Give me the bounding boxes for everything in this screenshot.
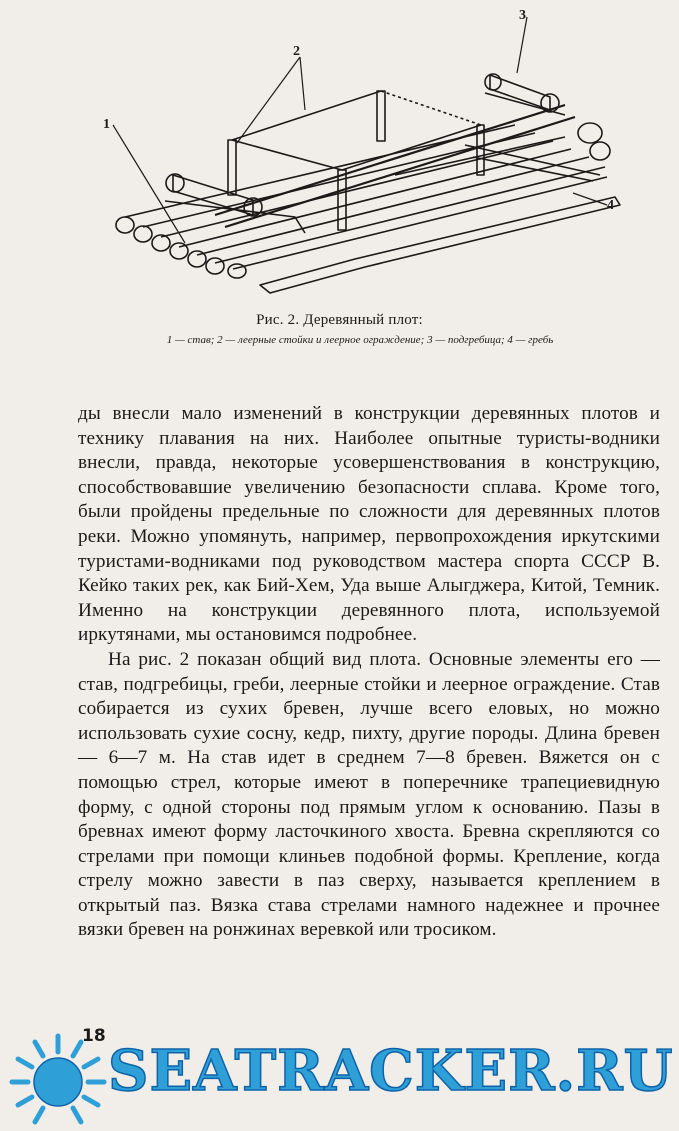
figure-label-3: 3 bbox=[519, 8, 526, 23]
sun-icon bbox=[12, 1036, 104, 1122]
raft-logs bbox=[116, 123, 610, 278]
figure-label-4: 4 bbox=[607, 198, 614, 213]
railing-posts bbox=[228, 91, 484, 230]
paragraph: ды внесли мало изменений в конструкции деревянных плотов и технику плавания на них. Наиболее опытные туристы-водники внесли, правда, некоторые усовершенствования в конструкцию, способствовавшие увеличению безопасности сплава. Кроме того, были пройдены предельные по сложности для деревянных плотов реки. Можно упомянуть, например, первопрохождения иркутскими туристами-водниками под руководством мастера спорта СССР В. Кейко таких рек, как Бий-Хем, Уда выше Алыгджера, Китой, Темник. Именно на конструкции деревянного плота, используемой иркутянами, мы остановимся подробнее. bbox=[78, 403, 660, 646]
raft-illustration bbox=[95, 5, 635, 295]
paragraph: На рис. 2 показан общий вид плота. Основные элементы его — став, подгребицы, греби, леерные стойки и леерное ограждение. Став собирается из сухих бревен, лучше всего еловых, но можно использовать сухие сосну, кедр, пихту, другие породы. Длина бревен — 6—7 м. На став идет в среднем 7—8 бревен. Вяжется он с помощью стрел, которые имеют в поперечнике трапециевидную форму, с одной стороны под прямым углом к основанию. Пазы в бревнах имеют форму ласточкиного хвоста. Бревна скрепляются со стрелами при помощи клиньев подобной формы. Крепление, когда стрелу можно завести в паз сверху, называется креплением в открытый паз. Вязка става стрелами намного надежнее и прочнее вязки бревен на ронжинах веревкой или тросиком. bbox=[78, 648, 660, 941]
figure-caption-legend: 1 — став; 2 — леерные стойки и леерное ограждение; 3 — подгребица; 4 — гребь bbox=[166, 334, 554, 346]
figure-caption-title: Рис. 2. Деревянный плот: bbox=[256, 312, 423, 328]
oar-support-rear bbox=[485, 74, 559, 112]
figure-label-2: 2 bbox=[293, 44, 300, 59]
figure-label-1: 1 bbox=[103, 117, 110, 132]
watermark-text: SEATRACKER.RU bbox=[108, 1038, 674, 1104]
page-number: 18 bbox=[82, 1026, 106, 1046]
body-text bbox=[78, 402, 660, 943]
